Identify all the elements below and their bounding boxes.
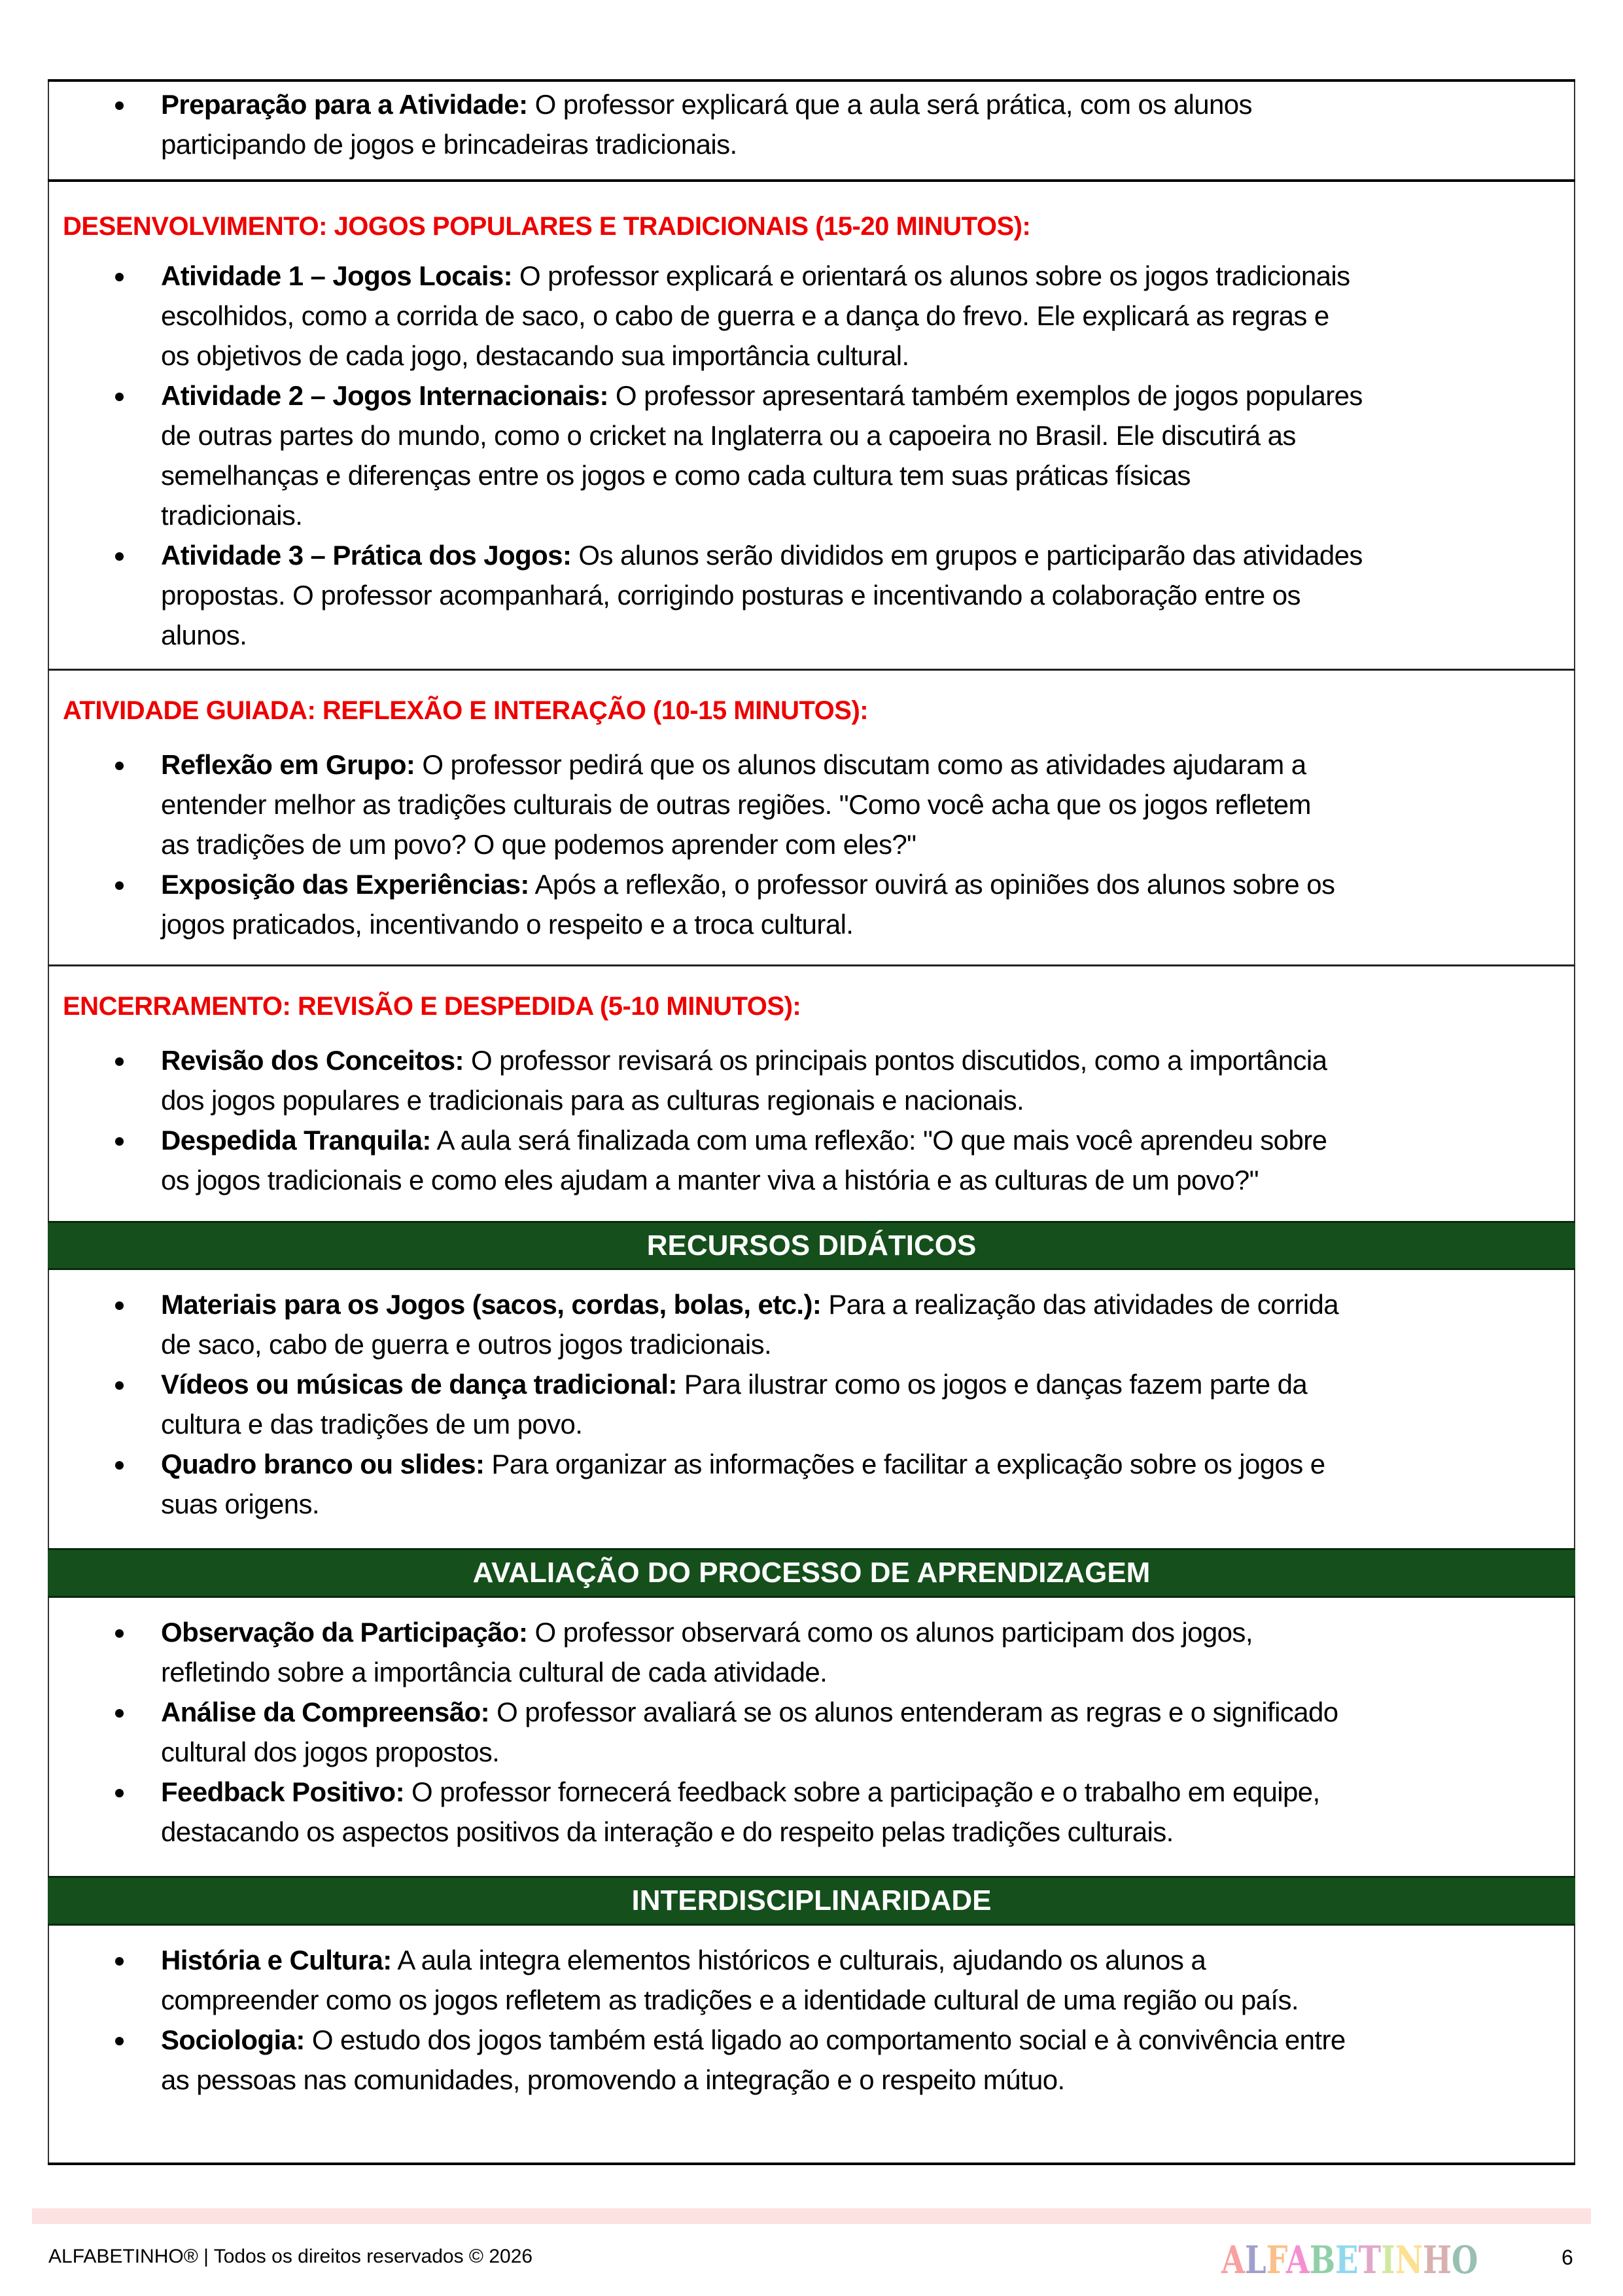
bullet-icon bbox=[115, 1957, 124, 1966]
text-line bbox=[161, 535, 1623, 575]
item-lead: Despedida Tranquila: bbox=[161, 1125, 431, 1156]
item-text: O professor apresentará também exemplos de jogos populares bbox=[608, 380, 1363, 411]
bullet-icon bbox=[115, 881, 124, 890]
text-line bbox=[161, 904, 1623, 944]
text-line bbox=[161, 1284, 1623, 1324]
item-text: O estudo dos jogos também está ligado ao comportamento social e à convivência entre bbox=[304, 2024, 1346, 2055]
item-text: O professor fornecerá feedback sobre a participação e o trabalho em equipe, bbox=[404, 1776, 1320, 1807]
item-text: de saco, cabo de guerra e outros jogos tradicionais. bbox=[161, 1329, 772, 1360]
text-line bbox=[161, 1160, 1623, 1200]
item-text: semelhanças e diferenças entre os jogos e como cada cultura tem suas práticas físicas bbox=[161, 460, 1191, 491]
logo-letter: F bbox=[1266, 2238, 1286, 2282]
logo-letter: O bbox=[1451, 2238, 1478, 2282]
text-line bbox=[161, 1040, 1623, 1080]
item-text: refletindo sobre a importância cultural de cada atividade. bbox=[161, 1657, 828, 1687]
item-lead: Preparação para a Atividade: bbox=[161, 89, 528, 120]
text-line bbox=[161, 296, 1623, 336]
item-text: as tradições de um povo? O que podemos aprender com eles?" bbox=[161, 829, 916, 860]
bullet-icon bbox=[115, 1301, 124, 1310]
item-text: A aula será finalizada com uma reflexão: "O que mais você aprendeu sobre bbox=[430, 1125, 1327, 1156]
text-line bbox=[161, 495, 1623, 535]
list-item bbox=[48, 256, 1575, 376]
item-lead: Vídeos ou músicas de dança tradicional: bbox=[161, 1369, 677, 1400]
item-text: O professor observará como os alunos participam dos jogos, bbox=[527, 1617, 1253, 1648]
list-item bbox=[48, 1364, 1575, 1444]
item-text: jogos praticados, incentivando o respeito e a troca cultural. bbox=[161, 909, 854, 940]
text-line bbox=[161, 575, 1623, 615]
item-text: propostas. O professor acompanhará, corrigindo posturas e incentivando a colaboração entre os bbox=[161, 580, 1300, 610]
logo-letter: L bbox=[1245, 2238, 1266, 2282]
item-text: O professor revisará os principais pontos discutidos, como a importância bbox=[463, 1045, 1327, 1076]
bullet-icon bbox=[115, 1137, 124, 1146]
list-item bbox=[48, 1444, 1575, 1524]
text-line bbox=[161, 1484, 1623, 1524]
text-line bbox=[161, 615, 1623, 655]
text-line bbox=[161, 84, 1623, 124]
item-text: entender melhor as tradições culturais de outras regiões. "Como você acha que os jogos refletem bbox=[161, 789, 1311, 820]
item-text: O professor avaliará se os alunos entenderam as regras e o significado bbox=[489, 1697, 1338, 1727]
bullet-icon bbox=[115, 393, 124, 401]
item-text: Após a reflexão, o professor ouvirá as opiniões dos alunos sobre os bbox=[529, 869, 1335, 900]
text-line bbox=[161, 256, 1623, 296]
evaluation-list bbox=[48, 1612, 1575, 1852]
item-lead: Feedback Positivo: bbox=[161, 1776, 404, 1807]
row-divider bbox=[48, 964, 1575, 966]
logo-letter: N bbox=[1395, 2238, 1423, 2282]
item-text: tradicionais. bbox=[161, 500, 303, 531]
text-line bbox=[161, 1940, 1623, 1980]
bullet-icon bbox=[115, 1057, 124, 1066]
item-text: as pessoas nas comunidades, promovendo a integração e o respeito mútuo. bbox=[161, 2064, 1065, 2095]
item-text: Para a realização das atividades de corrida bbox=[821, 1289, 1338, 1320]
text-line bbox=[161, 1732, 1623, 1772]
item-text: O professor explicará que a aula será prática, com os alunos bbox=[527, 89, 1252, 120]
item-text: escolhidos, como a corrida de saco, o cabo de guerra e a dança do frevo. Ele explicará as regras e bbox=[161, 300, 1329, 331]
text-line bbox=[161, 1652, 1623, 1692]
list-item bbox=[48, 1772, 1575, 1852]
item-text: compreender como os jogos refletem as tradições e a identidade cultural de uma região ou país. bbox=[161, 1985, 1299, 2015]
list-item bbox=[48, 1692, 1575, 1772]
text-line bbox=[161, 1772, 1623, 1812]
item-lead: Sociologia: bbox=[161, 2024, 305, 2055]
text-line bbox=[161, 1612, 1623, 1652]
list-item bbox=[48, 2020, 1575, 2100]
list-item bbox=[48, 1284, 1575, 1364]
bullet-icon bbox=[115, 1461, 124, 1470]
logo-letter: H bbox=[1423, 2238, 1452, 2282]
text-line bbox=[161, 455, 1623, 495]
page-number: 6 bbox=[1562, 2246, 1573, 2269]
logo-letter: A bbox=[1285, 2238, 1310, 2282]
item-text: O professor explicará e orientará os alunos sobre os jogos tradicionais bbox=[512, 260, 1350, 291]
item-lead: Análise da Compreensão: bbox=[161, 1697, 490, 1727]
footer-copyright: ALFABETINHO® | Todos os direitos reservados © 2026 bbox=[48, 2246, 533, 2267]
list-item bbox=[48, 84, 1575, 164]
logo-letter: B bbox=[1309, 2238, 1336, 2282]
logo-letter: A bbox=[1221, 2238, 1246, 2282]
item-text: destacando os aspectos positivos da interação e do respeito pelas tradições culturais. bbox=[161, 1816, 1174, 1847]
list-item bbox=[48, 1612, 1575, 1692]
bullet-icon bbox=[115, 762, 124, 770]
logo-letter: I bbox=[1381, 2238, 1395, 2282]
text-line bbox=[161, 1444, 1623, 1484]
closing-list bbox=[48, 1040, 1575, 1200]
item-text: de outras partes do mundo, como o cricket na Inglaterra ou a capoeira no Brasil. Ele discutirá as bbox=[161, 420, 1296, 451]
text-line bbox=[161, 1364, 1623, 1404]
bullet-icon bbox=[115, 101, 124, 110]
bullet-icon bbox=[115, 1629, 124, 1638]
alfabetinho-logo bbox=[1221, 2238, 1478, 2282]
text-line bbox=[161, 864, 1623, 904]
item-lead: Revisão dos Conceitos: bbox=[161, 1045, 464, 1076]
bullet-icon bbox=[115, 1381, 124, 1390]
item-text: dos jogos populares e tradicionais para as culturas regionais e nacionais. bbox=[161, 1085, 1024, 1116]
text-line bbox=[161, 1120, 1623, 1160]
list-item bbox=[48, 535, 1575, 655]
item-text: cultural dos jogos propostos. bbox=[161, 1737, 500, 1767]
item-lead: Atividade 1 – Jogos Locais: bbox=[161, 260, 512, 291]
list-item bbox=[48, 864, 1575, 944]
bullet-icon bbox=[115, 2037, 124, 2045]
item-lead: História e Cultura: bbox=[161, 1945, 392, 1975]
text-line bbox=[161, 336, 1623, 376]
item-text: alunos. bbox=[161, 620, 247, 650]
text-line bbox=[161, 1404, 1623, 1444]
text-line bbox=[161, 1692, 1623, 1732]
item-text: Para ilustrar como os jogos e danças fazem parte da bbox=[676, 1369, 1308, 1400]
row-divider bbox=[48, 669, 1575, 671]
list-item bbox=[48, 1040, 1575, 1120]
item-text: Os alunos serão divididos em grupos e participarão das atividades bbox=[571, 540, 1363, 571]
text-line bbox=[161, 376, 1623, 415]
footer-divider-band bbox=[32, 2208, 1591, 2224]
item-text: participando de jogos e brincadeiras tradicionais. bbox=[161, 129, 737, 160]
text-line bbox=[161, 785, 1623, 824]
bullet-icon bbox=[115, 273, 124, 281]
item-lead: Observação da Participação: bbox=[161, 1617, 528, 1648]
resources-title: RECURSOS DIDÁTICOS bbox=[48, 1221, 1575, 1270]
text-line bbox=[161, 2060, 1623, 2100]
row-divider bbox=[48, 179, 1575, 182]
item-lead: Reflexão em Grupo: bbox=[161, 749, 415, 780]
text-line bbox=[161, 415, 1623, 455]
text-line bbox=[161, 824, 1623, 864]
text-line bbox=[161, 745, 1623, 785]
list-item bbox=[48, 1940, 1575, 2020]
item-lead: Atividade 3 – Prática dos Jogos: bbox=[161, 540, 572, 571]
text-line bbox=[161, 1980, 1623, 2020]
list-item bbox=[48, 745, 1575, 864]
logo-letter: T bbox=[1358, 2238, 1382, 2282]
bullet-icon bbox=[115, 1709, 124, 1718]
guided-activity-heading: ATIVIDADE GUIADA: REFLEXÃO E INTERAÇÃO (10-15 MINUTOS): bbox=[63, 696, 869, 725]
item-lead: Atividade 2 – Jogos Internacionais: bbox=[161, 380, 608, 411]
development-list bbox=[48, 256, 1575, 655]
bullet-icon bbox=[115, 1789, 124, 1797]
item-lead: Quadro branco ou slides: bbox=[161, 1449, 485, 1479]
list-item bbox=[48, 1120, 1575, 1200]
text-line bbox=[161, 1080, 1623, 1120]
item-lead: Exposição das Experiências: bbox=[161, 869, 529, 900]
item-text: os objetivos de cada jogo, destacando sua importância cultural. bbox=[161, 340, 909, 371]
interdisciplinarity-title: INTERDISCIPLINARIDADE bbox=[48, 1876, 1575, 1926]
item-text: Para organizar as informações e facilitar a explicação sobre os jogos e bbox=[484, 1449, 1325, 1479]
item-text: A aula integra elementos históricos e culturais, ajudando os alunos a bbox=[391, 1945, 1206, 1975]
text-line bbox=[161, 124, 1623, 164]
development-heading: DESENVOLVIMENTO: JOGOS POPULARES E TRADICIONAIS (15-20 MINUTOS): bbox=[63, 212, 1031, 241]
list-item bbox=[48, 376, 1575, 535]
text-line bbox=[161, 1812, 1623, 1852]
closing-heading: ENCERRAMENTO: REVISÃO E DESPEDIDA (5-10 MINUTOS): bbox=[63, 992, 801, 1021]
item-text: os jogos tradicionais e como eles ajudam a manter viva a história e as culturas de um povo?" bbox=[161, 1165, 1259, 1195]
table-top-border bbox=[48, 79, 1575, 82]
preparation-list bbox=[48, 84, 1575, 164]
item-lead: Materiais para os Jogos (sacos, cordas, bolas, etc.): bbox=[161, 1289, 822, 1320]
logo-letter: E bbox=[1335, 2238, 1359, 2282]
text-line bbox=[161, 2020, 1623, 2060]
item-text: suas origens. bbox=[161, 1489, 320, 1519]
text-line bbox=[161, 1324, 1623, 1364]
resources-list bbox=[48, 1284, 1575, 1524]
evaluation-title: AVALIAÇÃO DO PROCESSO DE APRENDIZAGEM bbox=[48, 1548, 1575, 1598]
item-text: O professor pedirá que os alunos discutam como as atividades ajudaram a bbox=[415, 749, 1306, 780]
bullet-icon bbox=[115, 552, 124, 561]
interdisciplinarity-list bbox=[48, 1940, 1575, 2100]
item-text: cultura e das tradições de um povo. bbox=[161, 1409, 583, 1439]
table-bottom-border bbox=[48, 2163, 1575, 2165]
guided-activity-list bbox=[48, 745, 1575, 944]
